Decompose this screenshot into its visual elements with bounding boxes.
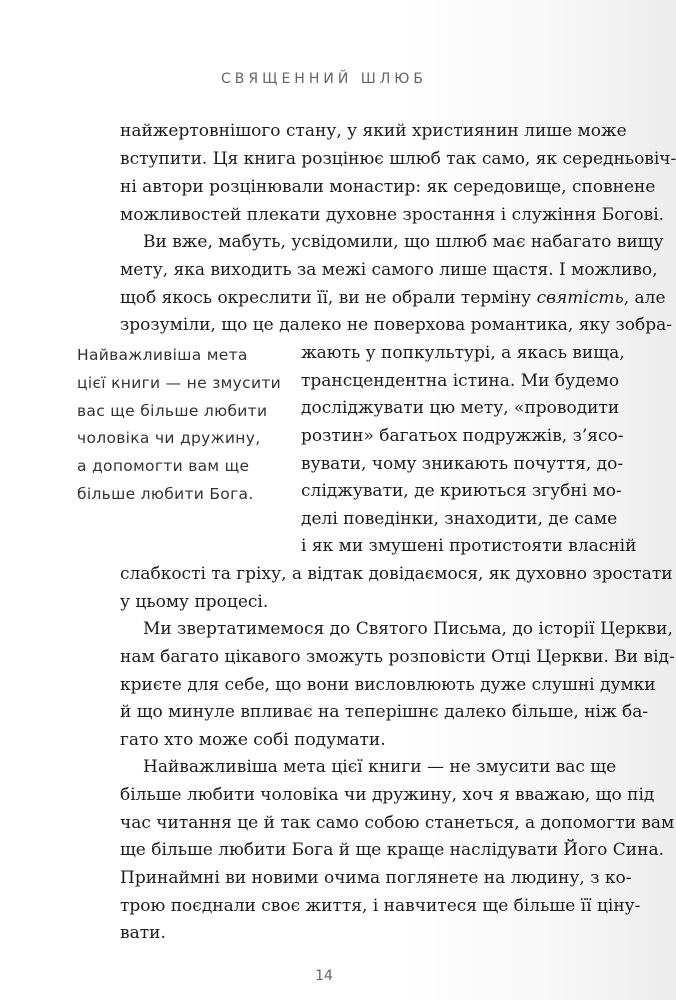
text-line: Принаймні ви новими очима поглянете на людину, з ко- xyxy=(120,868,632,888)
text-line xyxy=(120,285,666,313)
text-line: Найважливіша мета цієї книги — не змусити вас ще xyxy=(143,757,617,777)
pull-quote-line: цієї книги — не змусити xyxy=(77,373,282,392)
text-line: і як ми змушені протистояти власній xyxy=(301,536,637,556)
text-line: вступити. Ця книга розцінює шлюб так само, як середньовіч- xyxy=(120,149,676,169)
text-line: Ми звертатимемося до Святого Письма, до історії Церкви, xyxy=(143,619,673,639)
text-line: делі поведінки, знаходити, де саме xyxy=(301,509,618,529)
text-line: криєте для себе, що вони висловлюють дуже слушні думки xyxy=(120,675,656,695)
text-line: мету, яка виходить за межі самого лише щастя. І можливо, xyxy=(120,260,658,280)
pull-quote-line: вас ще більше любити xyxy=(77,401,268,420)
text-line: Ви вже, мабуть, усвідомили, що шлюб має набагато вищу xyxy=(143,232,664,252)
text-line: найжертовнішого стану, у який християнин лише може xyxy=(120,121,627,141)
page-number: 14 xyxy=(315,968,333,984)
pull-quote-line: Найважливіша мета xyxy=(77,346,248,364)
emphasis-term: святість xyxy=(536,288,624,308)
text-line: нам багато цікавого зможуть розповісти Отці Церкви. Ви від- xyxy=(120,647,675,667)
text-line: слабкості та гріху, а відтак довідаємося, як духовно зростати xyxy=(120,564,673,584)
text-line: зрозуміли, що це далеко не поверхова романтика, яку зобра- xyxy=(120,315,673,335)
text-fragment: , але xyxy=(623,288,666,308)
pull-quote-line: а допомогти вам ще xyxy=(77,457,250,476)
text-line: вати. xyxy=(120,923,166,943)
text-line: жають у попкультурі, а якась вища, xyxy=(301,343,625,363)
text-line: гато хто може собі подумати. xyxy=(120,730,386,750)
text-line: можливостей плекати духовне зростання і служіння Богові. xyxy=(120,205,665,225)
pull-quote xyxy=(77,342,283,509)
text-line: вувати, чому зникають почуття, до- xyxy=(301,454,624,474)
text-line: трансцендентна істина. Ми будемо xyxy=(301,371,620,391)
text-line: час читання це й так само собою станеться, а допомогти вам xyxy=(120,813,675,833)
text-line: й що минуле впливає на теперішнє далеко більше, ніж ба- xyxy=(120,702,649,722)
pull-quote-line: більше любити Бога. xyxy=(77,484,254,503)
pull-quote-line: чоловіка чи дружину, xyxy=(77,429,261,448)
text-line: розтин» багатьох подружжів, з’ясо- xyxy=(301,426,624,446)
running-head: СВЯЩЕННИЙ ШЛЮБ xyxy=(221,71,427,87)
text-fragment: щоб якось окреслити її, ви не обрали терміну xyxy=(120,288,532,308)
text-line: сліджувати, де криються згубні мо- xyxy=(301,481,622,501)
text-line: досліджувати цю мету, «проводити xyxy=(301,398,620,418)
text-line: ні автори розцінювали монастир: як середовище, сповнене xyxy=(120,177,656,197)
text-line: більше любити чоловіка чи дружину, хоч я вважаю, що під xyxy=(120,785,655,805)
text-line: ще більше любити Бога й ще краще наслідувати Його Сина. xyxy=(120,840,665,860)
text-line: у цьому процесі. xyxy=(120,592,269,612)
text-line: трою поєднали своє життя, і навчитеся ще більше її ціну- xyxy=(120,896,641,916)
